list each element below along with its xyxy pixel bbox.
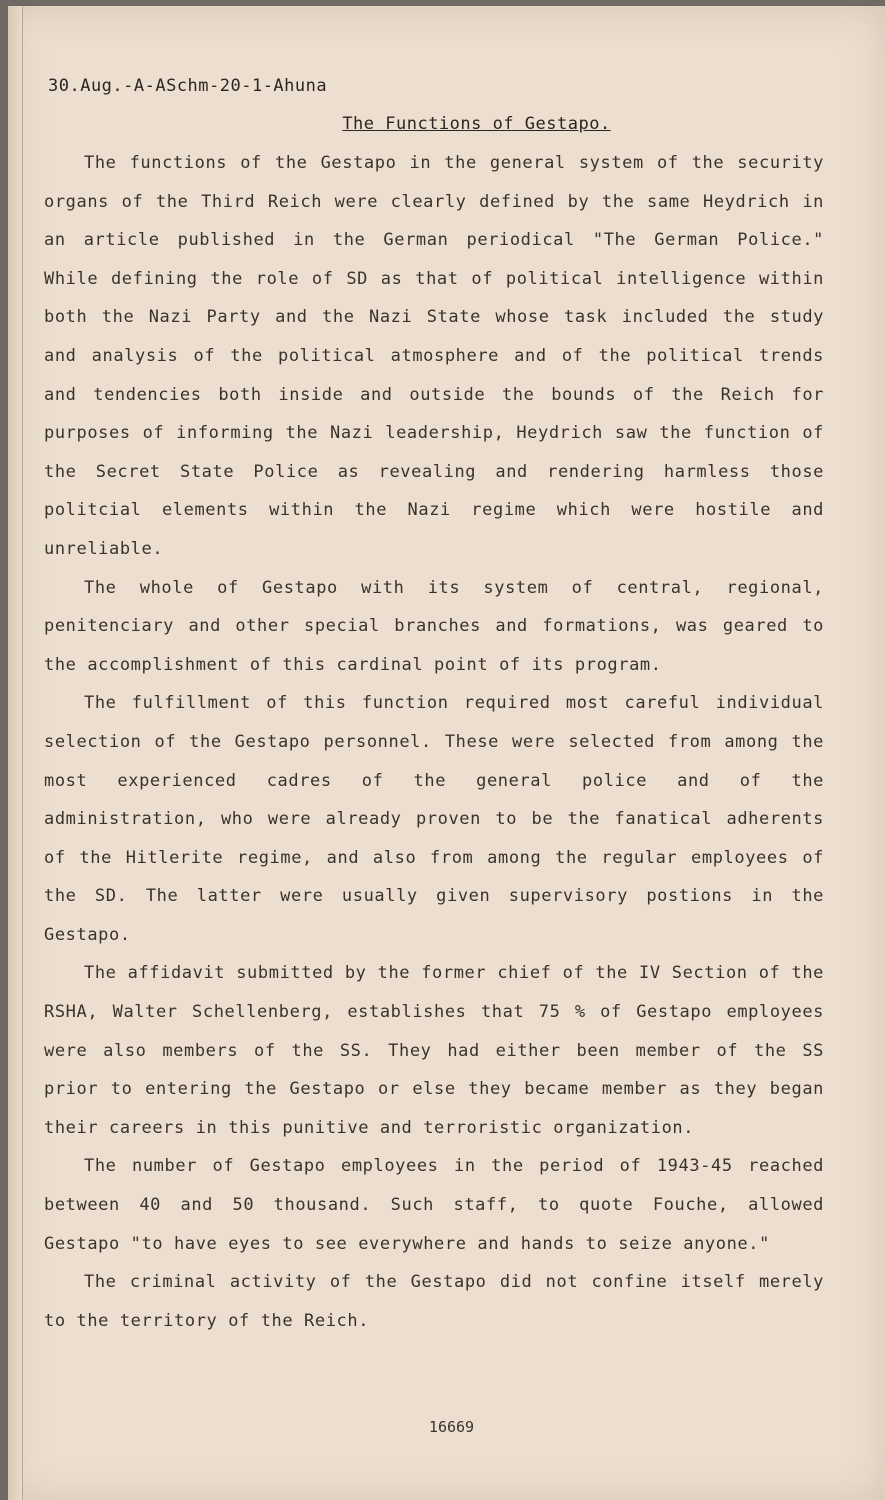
paragraph-3: The fulfillment of this function required most careful individual selection of the Gestapo personnel. These were selected from among the most experienced cadres of the general police and of the administration, who were already proven to be the fanatical adherents of the Hitlerite regime, and also from among the regular employees of the SD. The latter were usually given supervisory postions in the Gestapo. xyxy=(44,693,824,945)
paragraph-2: The whole of Gestapo with its system of central, regional, penitenciary and other special branches and formations, was geared to the accomplishment of this cardinal point of its program. xyxy=(44,577,824,675)
page-number: 16669 xyxy=(428,1418,475,1436)
document-page xyxy=(8,6,885,1500)
paragraph-6: The criminal activity of the Gestapo did not confine itself merely to the territory of the Reich. xyxy=(44,1272,824,1331)
paragraph-1: The functions of the Gestapo in the general system of the security organs of the Third Reich were clearly defined by the same Heydrich in an article published in the German periodical "The German Police." While defining the role of SD as that of political intelligence within both the Nazi Party and the Nazi State whose task included the study and analysis of the political atmosphere and of the political trends and tendencies both inside and outside the bounds of the Reich for purposes of informing the Nazi leadership, Heydrich saw the function of the Secret State Police as revealing and rendering harmless those politcial elements within the Nazi regime which were hostile and unreliable. xyxy=(44,153,824,559)
document-body xyxy=(44,144,824,1340)
document-header: 30.Aug.-A-ASchm-20-1-Ahuna xyxy=(48,76,328,96)
paragraph-4: The affidavit submitted by the former chief of the IV Section of the RSHA, Walter Schellenberg, establishes that 75 % of Gestapo employees were also members of the SS. They had either been member of the SS prior to entering the Gestapo or else they became member as they began their careers in this punitive and terroristic organization. xyxy=(44,963,824,1138)
document-title: The Functions of Gestapo. xyxy=(342,114,611,134)
paragraph-5: The number of Gestapo employees in the period of 1943-45 reached between 40 and 50 thousand. Such staff, to quote Fouche, allowed Gestapo "to have eyes to see everywhere and hands to seize anyone." xyxy=(44,1156,824,1254)
